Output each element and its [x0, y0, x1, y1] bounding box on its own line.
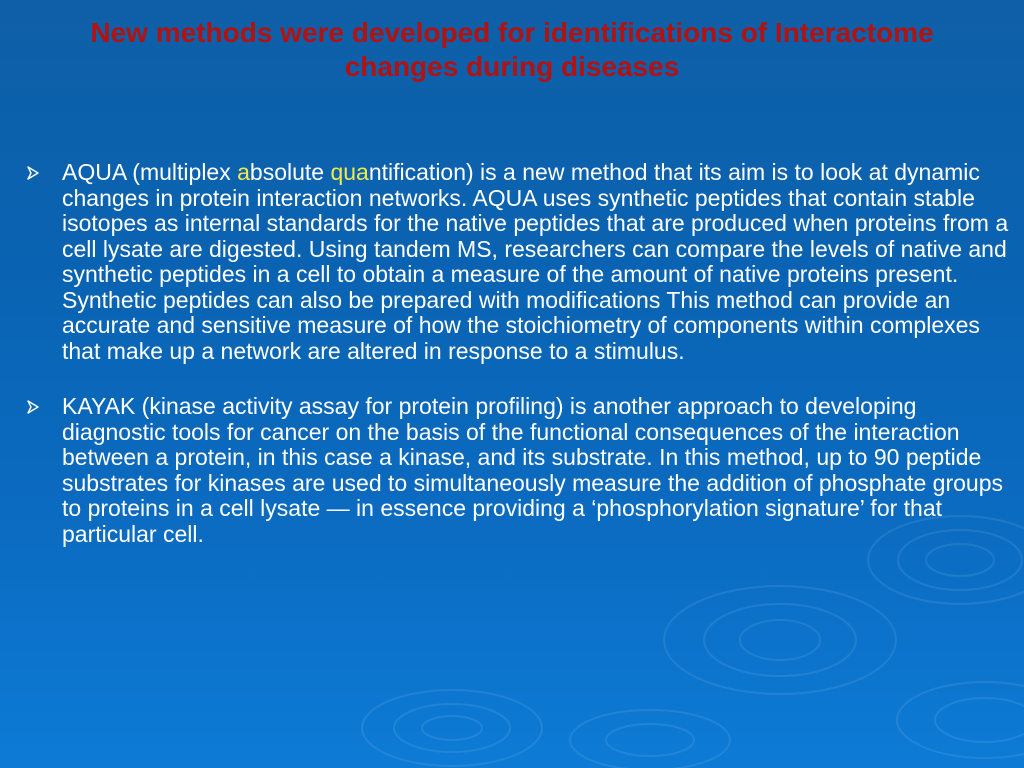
arrowhead-bullet-icon: [26, 166, 40, 180]
highlighted-letter: a: [237, 159, 250, 185]
bullet-text-segment: AQUA (multiplex: [62, 159, 238, 185]
bullet-item-aqua: [26, 160, 1010, 364]
bullet-list: [26, 160, 1010, 547]
bullet-text-segment: bsolute: [249, 159, 331, 185]
bullet-text-segment: ntification) is a new method that its aim is to look at dynamic changes in protein interaction networks. AQUA uses synthetic peptides that contain stable isotopes as internal standards for the native peptides that are produced when proteins from a cell lysate are digested. Using tandem MS, researchers can compare the levels of native and synthetic peptides in a cell to obtain a measure of the amount of native proteins present. Synthetic peptides can also be prepared with modifications This method can provide an accurate and sensitive measure of how the stoichiometry of components within complexes that make up a network are altered in response to a stimulus.: [62, 159, 1009, 364]
slide-title: New methods were developed for identifications of Interactome changes during diseases: [90, 17, 934, 82]
bullet-text-segment: KAYAK (kinase activity assay for protein profiling) is another approach to developing diagnostic tools for cancer on the basis of the functional consequences of the interaction between a protein, in this case a kinase, and its substrate. In this method, up to 90 peptide substrates for kinases are used to simultaneously measure the addition of phosphate groups to proteins in a cell lysate — in essence providing a ‘phosphorylation signature’ for that particular cell.: [62, 393, 1004, 547]
arrowhead-bullet-icon: [26, 400, 40, 414]
highlighted-letters: qua: [330, 159, 369, 185]
bullet-item-kayak: [26, 394, 1010, 547]
